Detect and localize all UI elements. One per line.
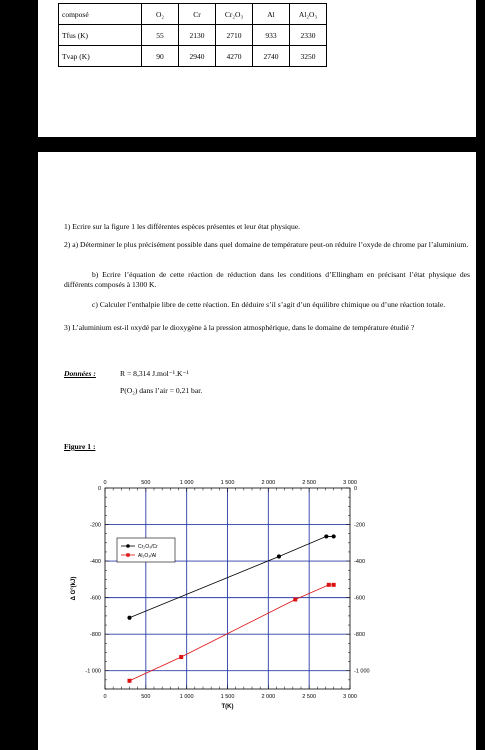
- donnees-label: Données :: [64, 369, 96, 378]
- table-cell: 2710: [216, 25, 253, 46]
- page-top: [38, 0, 476, 137]
- x-tick-label-top: 1 000: [179, 480, 194, 486]
- y-tick-label-left: 0: [97, 486, 101, 492]
- table-cell: 933: [253, 25, 290, 46]
- question-3: 3) L’aluminium est-il oxydé par le dioxygène à la pression atmosphérique, dans le domaine de température étudié ?: [64, 323, 415, 332]
- table-cell: 90: [142, 46, 179, 67]
- table-row: [59, 25, 327, 46]
- table-cell: 2940: [179, 46, 216, 67]
- figure-label: Figure 1 :: [64, 442, 96, 451]
- data-point: [128, 679, 132, 683]
- data-point: [293, 597, 297, 601]
- data-point: [324, 534, 328, 538]
- y-axis-title: Δ G°(kJ): [71, 576, 77, 601]
- table-cell: Tvap (K): [59, 46, 142, 67]
- data-point: [179, 655, 183, 659]
- table-cell: Cr: [179, 4, 216, 25]
- table-cell: Tfus (K): [59, 25, 142, 46]
- y-tick-label-right: 0: [354, 486, 358, 492]
- table-cell: Al₂O₃: [290, 4, 327, 25]
- table-cell: 2130: [179, 25, 216, 46]
- x-tick-label-bottom: 2 000: [261, 694, 276, 700]
- y-tick-label-left: -1 000: [85, 668, 101, 675]
- x-axis-title: T(K): [221, 704, 234, 710]
- x-tick-label-bottom: 2 500: [302, 694, 317, 700]
- y-tick-label-right: -1 000: [354, 668, 370, 675]
- table-cell: 2330: [290, 25, 327, 46]
- table-cell: composé: [59, 4, 142, 25]
- x-tick-label-bottom: 0: [103, 694, 107, 700]
- legend-label: Al₂O₃/Al: [138, 553, 157, 559]
- table-cell: Cr₂O₃: [216, 4, 253, 25]
- donnees-r: R = 8,314 J.mol⁻¹.K⁻¹: [120, 369, 189, 378]
- question-1: 1) Ecrire sur la figure 1 les différentes espèces présentes et leur état physique.: [64, 222, 301, 231]
- x-tick-label-bottom: 1 500: [220, 694, 235, 700]
- table-row: [59, 46, 327, 67]
- table-cell: 2740: [253, 46, 290, 67]
- y-tick-label-left: -600: [89, 595, 101, 602]
- y-tick-label-right: -600: [354, 595, 366, 602]
- y-tick-label-right: -200: [354, 522, 366, 529]
- y-tick-label-left: -200: [89, 522, 101, 529]
- legend-marker: [126, 544, 130, 548]
- donnees-p: P(O₂) dans l’air = 0,21 bar.: [120, 386, 203, 395]
- y-tick-label-left: -800: [89, 632, 101, 639]
- legend-label: Cr₂O₃/Cr: [138, 544, 158, 550]
- page-main: [38, 152, 476, 750]
- x-tick-label-bottom: 500: [141, 694, 151, 700]
- x-tick-label-top: 500: [141, 480, 151, 486]
- x-tick-label-top: 3 000: [343, 480, 357, 486]
- properties-table: [58, 3, 327, 67]
- data-point: [327, 583, 331, 587]
- x-tick-label-top: 2 500: [302, 480, 317, 486]
- data-point: [277, 554, 281, 558]
- question-2c: c) Calculer l’enthalpie libre de cette réaction. En déduire s’il s’agit d’un équilibre chimique ou d’une réaction totale.: [92, 300, 446, 309]
- ellingham-chart: [38, 474, 476, 730]
- question-2a: 2) a) Déterminer le plus précisément possible dans quel domaine de température peut-on réduire l’oxyde de chrome par l’aluminium.: [64, 240, 469, 249]
- x-tick-label-top: 2 000: [261, 480, 276, 486]
- series-line: [130, 585, 334, 681]
- question-2b: b) Ecrire l’équation de cette réaction de réduction dans les conditions d’Ellingham en précisant l’état physique des différents composés à 1300 K.: [64, 270, 470, 289]
- data-point: [332, 583, 336, 587]
- x-tick-label-top: 0: [103, 480, 107, 486]
- legend-marker: [126, 553, 129, 556]
- x-tick-label-top: 1 500: [220, 480, 235, 486]
- data-point: [127, 616, 131, 620]
- x-tick-label-bottom: 1 000: [179, 694, 194, 700]
- y-tick-label-left: -400: [89, 559, 101, 566]
- y-tick-label-right: -400: [354, 559, 366, 566]
- x-tick-label-bottom: 3 000: [343, 694, 357, 700]
- table-header-row: [59, 4, 327, 25]
- table-cell: 3250: [290, 46, 327, 67]
- table-cell: O₂: [142, 4, 179, 25]
- table-cell: Al: [253, 4, 290, 25]
- data-point: [332, 534, 336, 538]
- y-tick-label-right: -800: [354, 632, 366, 639]
- table-cell: 4270: [216, 46, 253, 67]
- table-cell: 55: [142, 25, 179, 46]
